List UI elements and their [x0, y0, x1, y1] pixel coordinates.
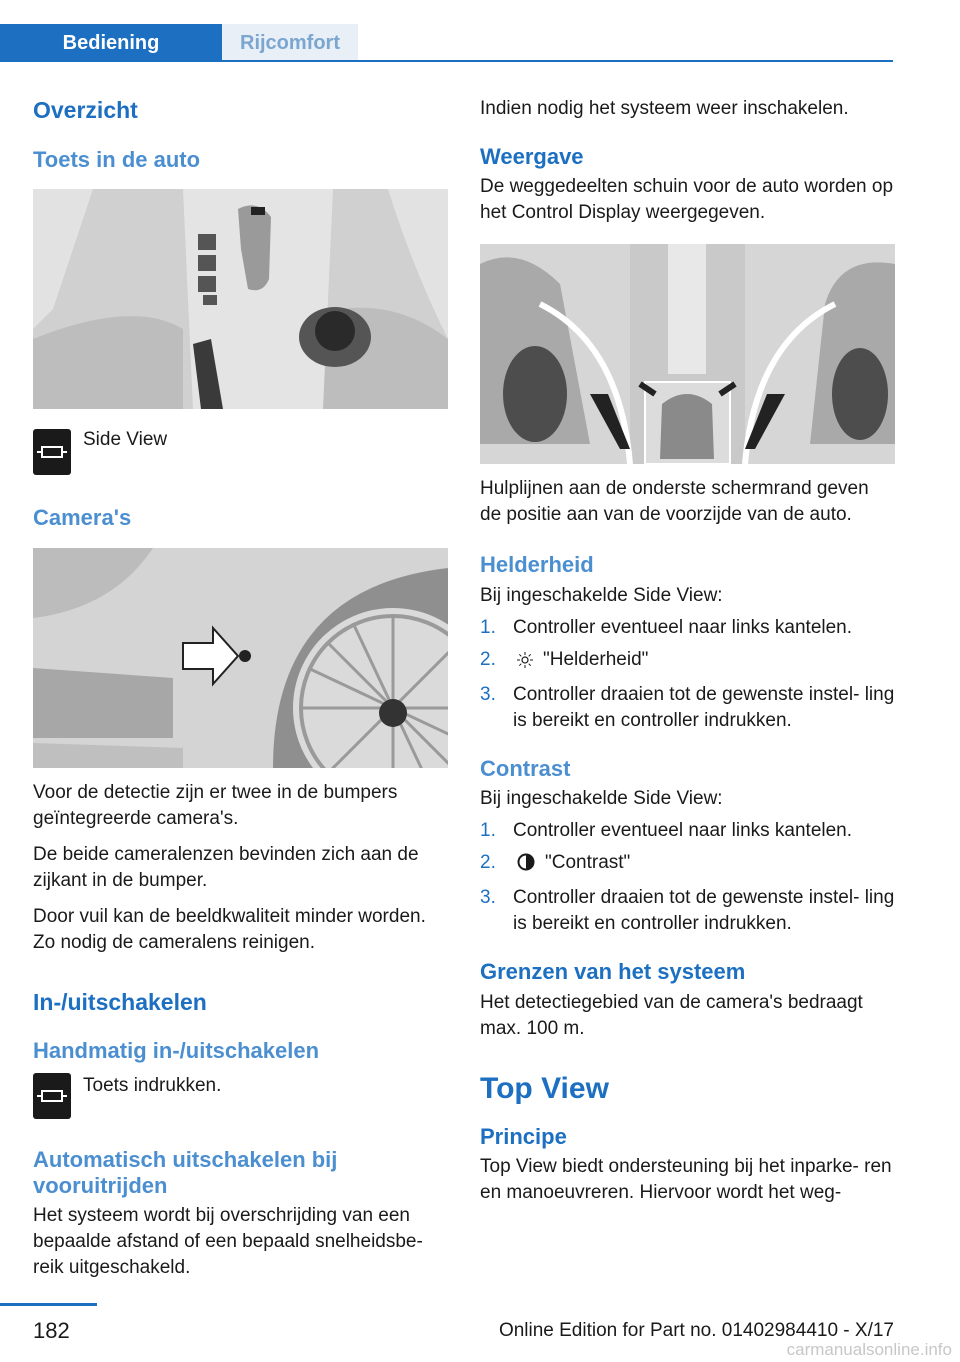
side-view-button-icon	[33, 429, 71, 475]
automatisch-paragraph: Het systeem wordt bij overschrijding van een bepaalde afstand of een bepaald snelheidsbe- reik uitgeschakeld.	[33, 1205, 423, 1279]
cameras-paragraph-3: Door vuil kan de beeldkwaliteit minder worden. Zo nodig de cameralens reinigen.	[33, 905, 426, 953]
heading-cameras: Camera's	[33, 505, 132, 531]
right-column	[480, 96, 895, 1206]
cameras-paragraph-1: Voor de detectie zijn er twee in de bumpers geïntegreerde camera's.	[33, 781, 398, 829]
list-item: 3. Controller draaien tot de gewenste instel- ling is bereikt en controller indrukken.	[480, 887, 895, 935]
heading-toets-in-de-auto: Toets in de auto	[33, 146, 201, 172]
heading-top-view: Top View	[480, 1071, 609, 1105]
display-view-illustration	[480, 244, 895, 464]
display-drawing	[480, 244, 895, 464]
heading-contrast: Contrast	[480, 755, 571, 781]
heading-in-uitschakelen: In-/uitschakelen	[33, 988, 207, 1015]
chapter-tabs	[0, 24, 893, 62]
helderheid-steps	[480, 615, 895, 734]
intro-paragraph: Indien nodig het systeem weer inschakelen.	[480, 98, 849, 119]
hulplijnen-paragraph: Hulplijnen aan de onderste schermrand geven de positie aan van de voorzijde van de auto.	[480, 478, 869, 526]
cameras-paragraph-2: De beide cameralenzen bevinden zich aan de zijkant in de bumper.	[33, 843, 419, 891]
contrast-steps	[480, 818, 895, 937]
list-item: 2. "Contrast"	[480, 850, 895, 879]
list-item: 1. Controller eventueel naar links kantelen.	[480, 616, 853, 638]
footer-rule	[0, 1303, 97, 1306]
grenzen-paragraph: Het detectiegebied van de camera's bedraagt max. 100 m.	[480, 991, 863, 1039]
brightness-icon	[517, 650, 533, 676]
heading-helderheid: Helderheid	[480, 552, 594, 578]
heading-principe: Principe	[480, 1123, 567, 1149]
helderheid-intro: Bij ingeschakelde Side View:	[480, 584, 723, 606]
heading-overzicht: Overzicht	[33, 97, 138, 123]
weergave-paragraph: De weggedeelten schuin voor de auto worden op het Control Display weergegeven.	[480, 176, 894, 224]
heading-grenzen: Grenzen van het systeem	[480, 959, 746, 985]
console-drawing	[33, 189, 448, 409]
watermark: carmanualsonline.info	[786, 1340, 952, 1359]
toets-indrukken-text: Toets indrukken.	[83, 1074, 222, 1096]
list-item: 2. "Helderheid"	[480, 647, 895, 676]
tab-bediening[interactable]: Bediening	[0, 24, 222, 62]
side-view-row	[33, 429, 448, 475]
heading-automatisch-uitschakelen: Automatisch uitschakelen bij vooruitrijden	[33, 1146, 338, 1199]
principe-paragraph: Top View biedt ondersteuning bij het inparke- ren en manoeuvreren. Hiervoor wordt het weg-	[480, 1155, 892, 1203]
list-item: 1. Controller eventueel naar links kantelen.	[480, 820, 853, 842]
bumper-drawing	[33, 548, 448, 768]
side-view-button-icon	[33, 1073, 71, 1119]
heading-weergave: Weergave	[480, 144, 584, 169]
side-view-label: Side View	[83, 429, 168, 451]
toets-indrukken-row	[33, 1073, 448, 1119]
left-column	[33, 96, 448, 1281]
contrast-intro: Bij ingeschakelde Side View:	[480, 788, 723, 810]
console-illustration	[33, 189, 448, 409]
bumper-camera-illustration	[33, 548, 448, 768]
list-item: 3. Controller draaien tot de gewenste instel- ling is bereikt en controller indrukken.	[480, 683, 895, 731]
contrast-icon	[517, 853, 535, 879]
header-rule	[0, 60, 893, 62]
edition-label: Online Edition for Part no. 01402984410 - X/17	[498, 1320, 894, 1341]
tab-rijcomfort[interactable]: Rijcomfort	[222, 24, 358, 62]
page-number: 182	[33, 1318, 70, 1343]
heading-handmatig: Handmatig in-/uitschakelen	[33, 1038, 320, 1064]
